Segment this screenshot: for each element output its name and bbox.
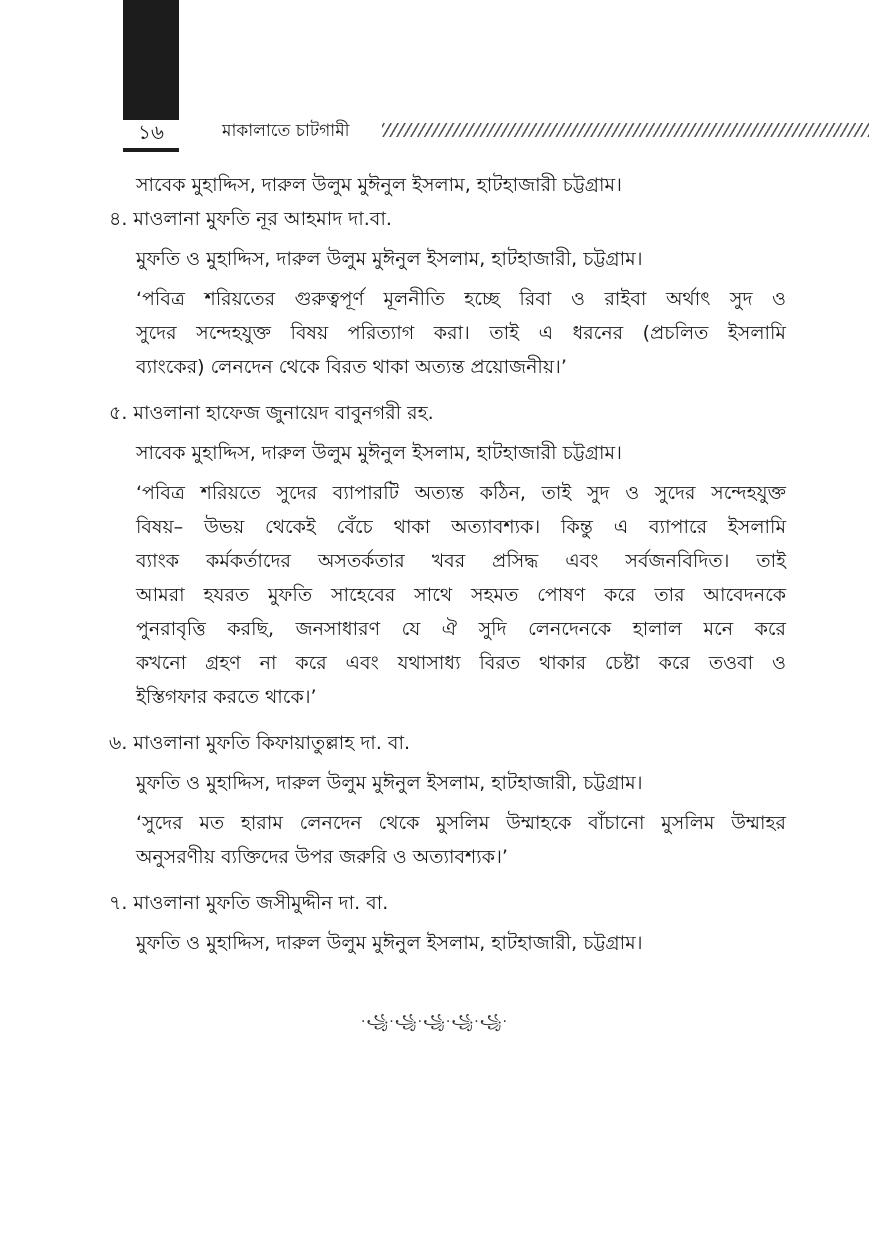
entry-5-title: ৫. মাওলানা হাফেজ জুনায়েদ বাবুনগরী রহ. [109,402,434,424]
entry-5-designation: সাবেক মুহাদ্দিস, দারুল উলুম মুঈনুল ইসলাম, হাটহাজারী চট্টগ্রাম। [136,442,622,464]
entry-6-quote-line: অনুসরণীয় ব্যক্তিদের উপর জরুরি ও অত্যাবশ্যক।’ [136,846,508,868]
entry-5-quote-line: ব্যাংক কর্মকর্তাদের অসতর্কতার খবর প্রসিদ্ধ এবং সর্বজনবিদিত। তাই [136,550,786,572]
page-body [106,168,786,960]
entry-5-quote-line: পুনরাবৃত্তি করছি, জনসাধারণ যে ঐ সুদি লেনদেনকে হালাল মনে করে [136,618,786,640]
entry-6-title: ৬. মাওলানা মুফতি কিফায়াতুল্লাহ দা. বা. [109,732,411,754]
entry-4-quote-line: সুদের সন্দেহযুক্ত বিষয় পরিত্যাগ করা। তাই এ ধরনের (প্রচলিত ইসলামি [136,322,786,344]
section-end-ornament: ·꧁·꧁·꧁·꧁·꧁· [360,1014,509,1030]
entry-6-designation: মুফতি ও মুহাদ্দিস, দারুল উলুম মুঈনুল ইসলাম, হাটহাজারী, চট্টগ্রাম। [136,772,643,794]
header-hatch-rule [382,123,869,137]
page-number-underline [123,148,179,152]
entry-7-designation: মুফতি ও মুহাদ্দিস, দারুল উলুম মুঈনুল ইসলাম, হাটহাজারী, চট্টগ্রাম। [136,932,643,954]
entry-4-quote-line: ‘পবিত্র শরিয়তের গুরুত্বপূর্ণ মূলনীতি হচ্ছে রিবা ও রাইবা অর্থাৎ সুদ ও [136,288,786,310]
entry-5-quote-line: আমরা হযরত মুফতি সাহেবের সাথে সহমত পোষণ করে তার আবেদনকে [136,584,786,606]
entry-4-designation: মুফতি ও মুহাদ্দিস, দারুল উলুম মুঈনুল ইসলাম, হাটহাজারী, চট্টগ্রাম। [136,248,643,270]
entry-5-quote-line: কখনো গ্রহণ না করে এবং যথাসাধ্য বিরত থাকার চেষ্টা করে তওবা ও [136,652,786,674]
entry-5-quote-line: ‘পবিত্র শরিয়তে সুদের ব্যাপারটি অত্যন্ত কঠিন, তাই সুদ ও সুদের সন্দেহযুক্ত [136,482,786,504]
entry-5-quote-line: বিষয়– উভয় থেকেই বেঁচে থাকা অত্যাবশ্যক। কিন্তু এ ব্যাপারে ইসলামি [136,516,786,538]
entry-5-quote-line: ইস্তিগফার করতে থাকে।’ [136,686,317,708]
entry-4-title: ৪. মাওলানা মুফতি নূর আহমাদ দা.বা. [109,208,392,230]
entry-7-title: ৭. মাওলানা মুফতি জসীমুদ্দীন দা. বা. [109,892,389,914]
entry-4-quote-line: ব্যাংকের) লেনদেন থেকে বিরত থাকা অত্যন্ত প্রয়োজনীয়।’ [136,356,567,378]
intro-line: সাবেক মুহাদ্দিস, দারুল উলুম মুঈনুল ইসলাম, হাটহাজারী চট্টগ্রাম। [136,174,622,196]
header-black-tab [123,0,179,120]
running-title: মাকালাতে চাটগামী [222,121,350,141]
page-number: ১৬ [138,120,164,144]
entry-6-quote-line: ‘সুদের মত হারাম লেনদেন থেকে মুসলিম উম্মাহকে বাঁচানো মুসলিম উম্মাহর [136,812,786,834]
